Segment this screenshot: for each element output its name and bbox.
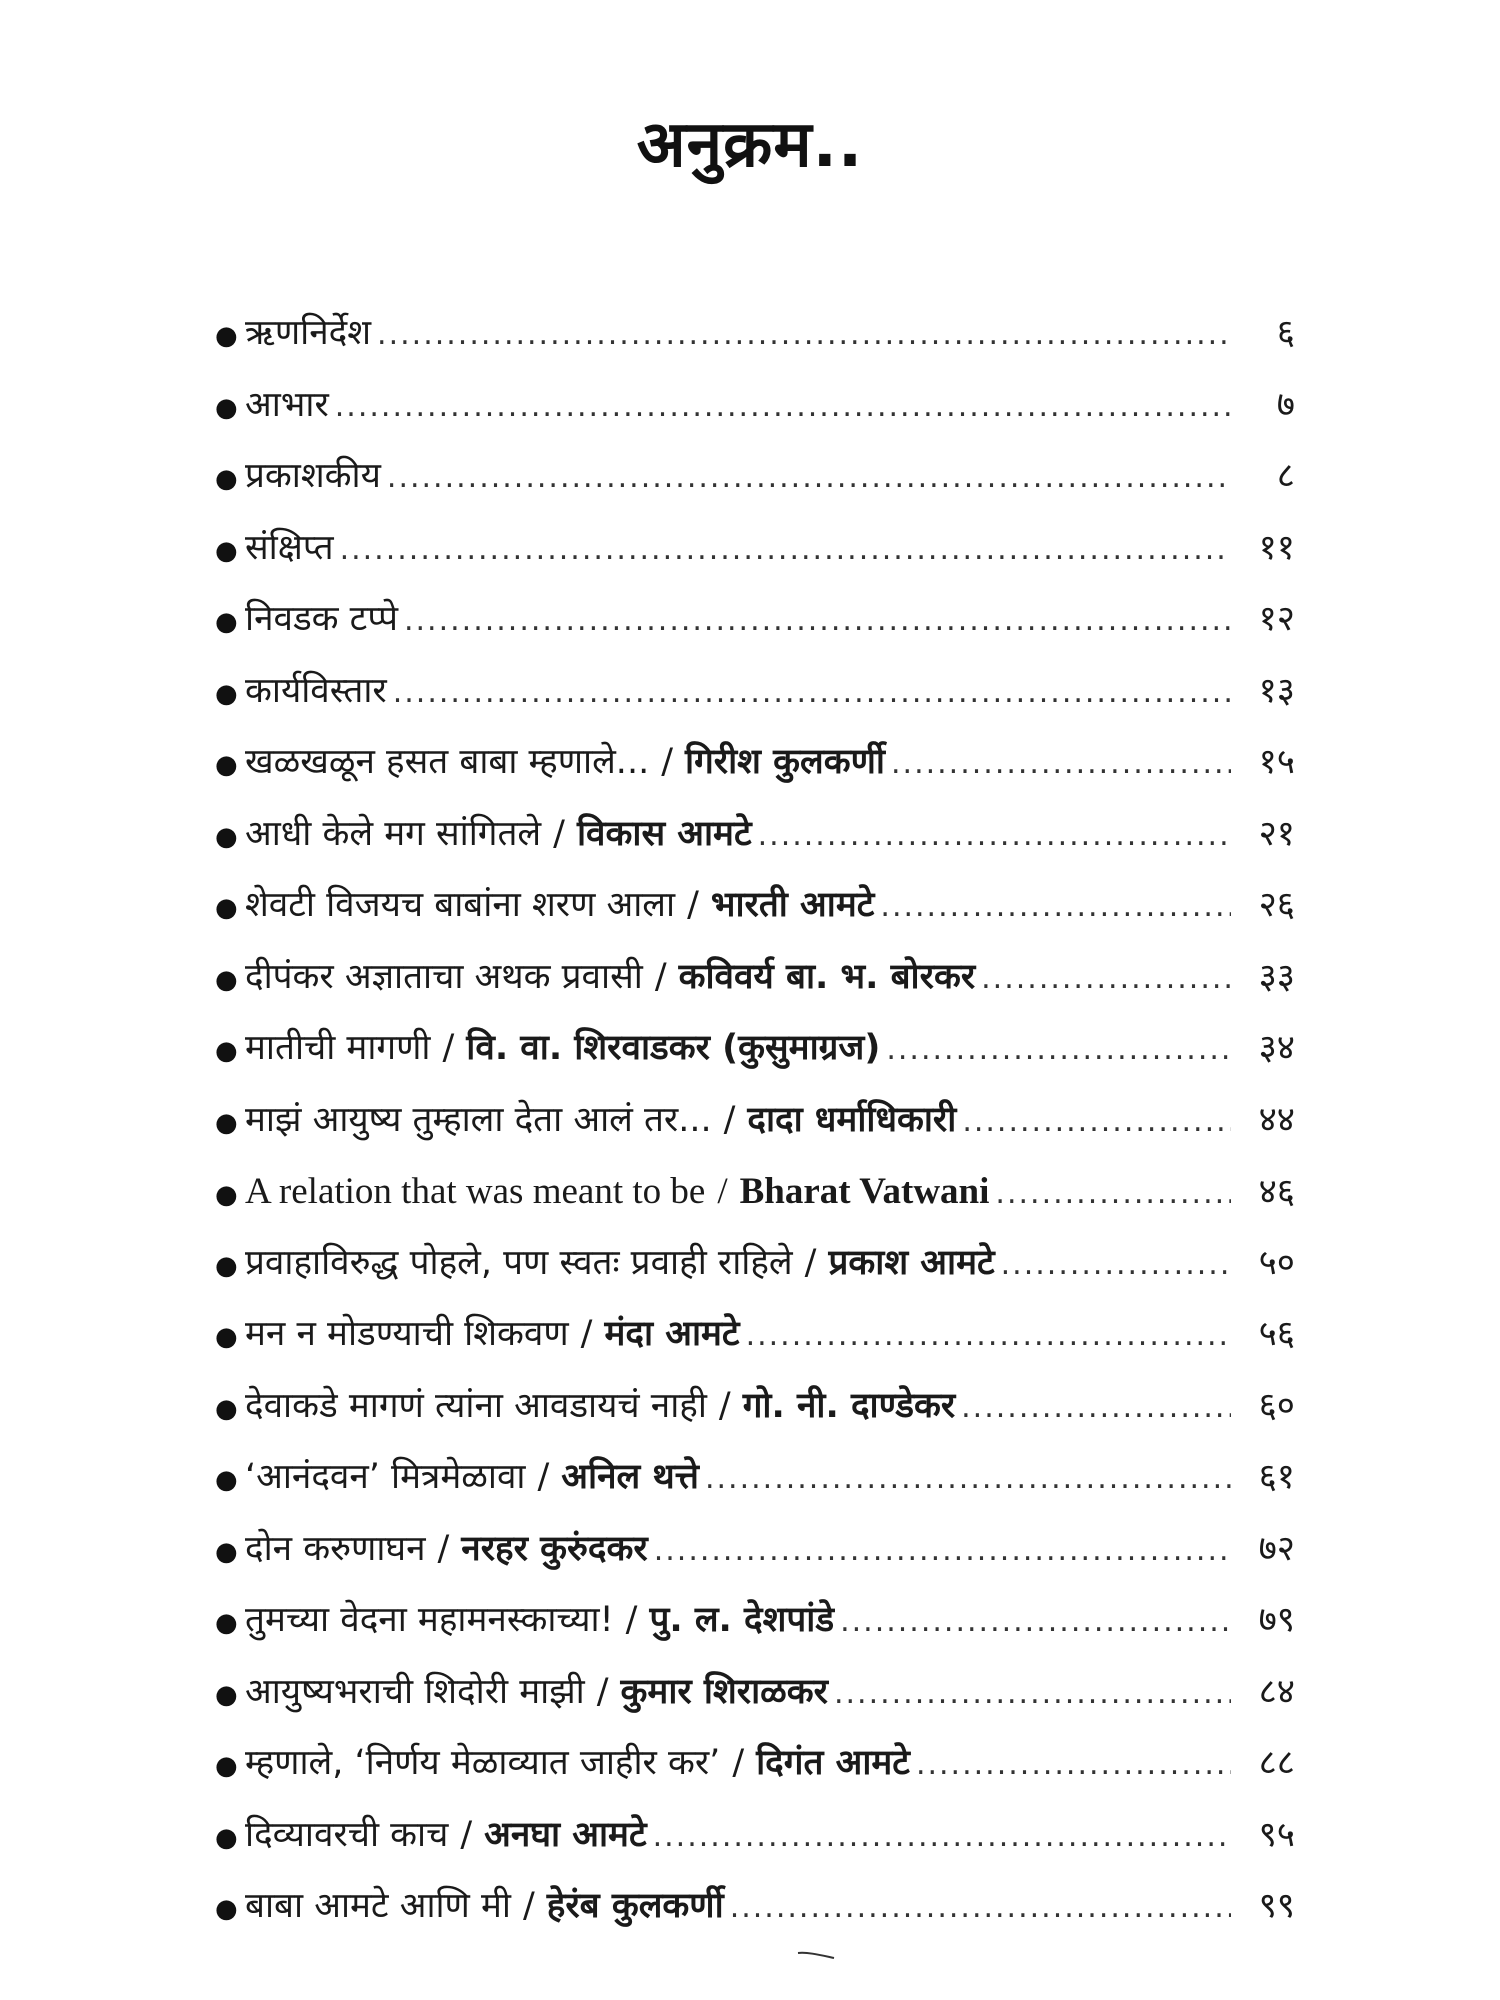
author-separator: / [437, 1528, 450, 1569]
bullet-icon: ● [215, 1536, 238, 1567]
toc-entry [215, 799, 1295, 871]
bullet-icon: ● [215, 464, 238, 494]
dot-leader [705, 1443, 1231, 1515]
dot-leader [335, 371, 1231, 443]
toc-entry-title: A relation that was meant to be [245, 1171, 706, 1212]
toc-entry-page-number: १३ [1258, 670, 1295, 711]
bullet-icon: ● [215, 1107, 238, 1138]
toc-entry-page-number: ९९ [1258, 1886, 1295, 1926]
author-separator: / [717, 1171, 728, 1212]
toc-entry-author: नरहर कुरुंदकर [461, 1528, 648, 1569]
toc-entry-title: आधी केले मग सांगितले [245, 813, 542, 854]
dot-leader [746, 1300, 1231, 1372]
toc-entry-title: माझं आयुष्य तुम्हाला देता आलं तर... [245, 1099, 712, 1140]
toc-entry-title: दीपंकर अज्ञाताचा अथक प्रवासी [245, 956, 643, 997]
toc-entry-title: बाबा आमटे आणि मी [245, 1886, 511, 1926]
toc-entry-title: मातीची मागणी [245, 1028, 431, 1068]
toc-entry [215, 298, 1295, 370]
toc-entry-author: दादा धर्माधिकारी [747, 1099, 957, 1140]
toc-entry-author: कविवर्य बा. भ. बोरकर [678, 956, 976, 997]
toc-entry-page-number: ३३ [1258, 956, 1295, 997]
dot-leader [653, 1801, 1231, 1873]
toc-entry [215, 1728, 1295, 1800]
toc-entry-title: खळखळून हसत बाबा म्हणाले... [245, 742, 650, 782]
toc-entry-title: दिव्यावरची काच [245, 1814, 449, 1855]
toc-entry-title: कार्यविस्तार [245, 670, 387, 711]
toc-entry-author: हेरंब कुलकर्णी [546, 1886, 724, 1926]
toc-entry-author: प्रकाश आमटे [828, 1242, 995, 1283]
toc-entry-page-number: ५० [1258, 1242, 1295, 1283]
toc-entry-page-number: २६ [1258, 885, 1295, 925]
toc-entry-title: तुमच्या वेदना महामनस्काच्या! [245, 1600, 614, 1640]
toc-entry [215, 441, 1295, 513]
author-separator: / [732, 1743, 745, 1783]
bullet-icon: ● [215, 821, 238, 852]
toc-entry-title: ‘आनंदवन’ मित्रमेळावा [245, 1457, 526, 1497]
dot-leader [834, 1658, 1231, 1730]
author-separator: / [442, 1028, 455, 1068]
toc-entry [215, 656, 1295, 728]
dot-leader [377, 299, 1231, 371]
author-separator: / [718, 1385, 731, 1426]
toc-entry-title: म्हणाले, ‘निर्णय मेळाव्यात जाहीर कर’ [245, 1743, 721, 1783]
dot-leader [758, 800, 1231, 872]
author-separator: / [580, 1314, 593, 1354]
toc-entry [215, 1657, 1295, 1729]
dot-leader [730, 1872, 1231, 1944]
author-separator: / [460, 1814, 473, 1855]
page-title: अनुक्रम.. [636, 108, 864, 182]
bullet-icon: ● [215, 893, 238, 923]
toc-entry-title: आयुष्यभराची शिदोरी माझी [245, 1671, 585, 1712]
author-separator: / [654, 956, 667, 997]
author-separator: / [625, 1600, 638, 1640]
bullet-icon: ● [215, 1822, 238, 1853]
toc-entry [215, 513, 1295, 585]
dot-leader [995, 1158, 1231, 1230]
bullet-icon: ● [215, 1679, 238, 1710]
toc-entry-page-number: १५ [1258, 742, 1295, 782]
dot-leader [404, 585, 1231, 657]
toc-entry-author: पु. ल. देशपांडे [649, 1600, 835, 1640]
toc-entry-page-number: १२ [1258, 599, 1295, 639]
author-separator: / [553, 813, 565, 854]
pen-mark [796, 1950, 836, 1960]
bullet-icon: ● [215, 1894, 238, 1924]
author-separator: / [537, 1457, 550, 1497]
toc-entry [215, 1442, 1295, 1514]
dot-leader [1001, 1229, 1231, 1301]
toc-entry-page-number: ७२ [1258, 1528, 1295, 1569]
dot-leader [962, 1086, 1231, 1158]
toc-entry-title: निवडक टप्पे [245, 599, 398, 639]
toc-entry-page-number: ७९ [1258, 1600, 1295, 1640]
toc-entry [215, 1371, 1295, 1443]
toc-entry [215, 1585, 1295, 1657]
toc-entry-page-number: ६० [1258, 1385, 1295, 1426]
toc-entry-author: मंदा आमटे [604, 1314, 740, 1354]
dot-leader [880, 871, 1231, 943]
toc-entry-page-number: ५६ [1258, 1314, 1295, 1354]
dot-leader [981, 943, 1231, 1015]
bullet-icon: ● [215, 1751, 238, 1781]
bullet-icon: ● [215, 678, 238, 709]
dot-leader [387, 442, 1231, 514]
toc-entry-author: कुमार शिराळकर [620, 1671, 828, 1712]
bullet-icon: ● [215, 964, 238, 995]
toc-entry-page-number: ८८ [1258, 1743, 1295, 1783]
toc-entry [215, 1871, 1295, 1943]
toc-entry-title: मन न मोडण्याची शिकवण [245, 1314, 569, 1354]
bullet-icon: ● [215, 535, 238, 566]
toc-entry-title: ऋणनिर्देश [245, 313, 372, 353]
bullet-icon: ● [215, 1180, 238, 1210]
author-separator: / [687, 885, 699, 925]
toc-entry-author: विकास आमटे [576, 813, 752, 854]
toc-entry [215, 1156, 1295, 1228]
toc-entry-page-number: ३४ [1258, 1028, 1295, 1068]
bullet-icon: ● [215, 1322, 238, 1352]
author-separator: / [522, 1886, 535, 1926]
toc-entry-title: शेवटी विजयच बाबांना शरण आला [245, 885, 676, 925]
toc-entry-author: दिगंत आमटे [756, 1743, 910, 1783]
bullet-icon: ● [215, 392, 238, 423]
toc-entry-page-number: ११ [1258, 527, 1295, 568]
toc-entry-title: प्रवाहाविरुद्ध पोहले, पण स्वतः प्रवाही राहिले [245, 1242, 793, 1283]
toc-entry [215, 584, 1295, 656]
author-separator: / [804, 1242, 817, 1283]
toc-entry-page-number: ७ [1276, 384, 1295, 425]
toc-entry-page-number: ४४ [1258, 1099, 1295, 1140]
toc-entry-author: अनघा आमटे [484, 1814, 647, 1855]
author-separator: / [596, 1671, 609, 1712]
bullet-icon: ● [215, 1608, 238, 1638]
toc-entry-title: देवाकडे मागणं त्यांना आवडायचं नाही [245, 1385, 707, 1426]
toc-entry [215, 942, 1295, 1014]
toc-entry-title: प्रकाशकीय [245, 456, 381, 496]
toc-entry-author: अनिल थत्ते [561, 1457, 699, 1497]
toc-entry [215, 1013, 1295, 1085]
dot-leader [393, 657, 1231, 729]
toc-entry [215, 370, 1295, 442]
bullet-icon: ● [215, 321, 238, 351]
bullet-icon: ● [215, 750, 238, 780]
toc-entry [215, 1085, 1295, 1157]
toc-entry-author: गिरीश कुलकर्णी [685, 742, 885, 782]
toc-entry-page-number: ८ [1276, 456, 1295, 496]
dot-leader [886, 1014, 1231, 1086]
dot-leader [891, 728, 1231, 800]
dot-leader [654, 1515, 1231, 1587]
toc-entry-page-number: २१ [1258, 813, 1295, 854]
toc-entry-author: वि. वा. शिरवाडकर (कुसुमाग्रज) [466, 1028, 881, 1068]
toc-entry-page-number: ९५ [1258, 1814, 1295, 1855]
toc-entry-page-number: ६ [1276, 313, 1295, 353]
dot-leader [840, 1586, 1231, 1658]
bullet-icon: ● [215, 1393, 238, 1424]
toc-entry-page-number: ४६ [1258, 1172, 1295, 1212]
bullet-icon: ● [215, 1465, 238, 1495]
dot-leader [340, 514, 1231, 586]
dot-leader [916, 1729, 1231, 1801]
toc-entry-page-number: ८४ [1258, 1671, 1295, 1712]
bullet-icon: ● [215, 1036, 238, 1066]
toc-entry [215, 1800, 1295, 1872]
toc-entry [215, 870, 1295, 942]
toc-entry-author: Bharat Vatwani [739, 1171, 990, 1212]
dot-leader [961, 1372, 1231, 1444]
bullet-icon: ● [215, 607, 238, 637]
toc-entry-author: भारती आमटे [710, 885, 875, 925]
toc-entry-title: संक्षिप्त [245, 527, 334, 568]
author-separator: / [723, 1099, 736, 1140]
table-of-contents [215, 298, 1295, 1943]
toc-entry [215, 1299, 1295, 1371]
toc-entry [215, 1514, 1295, 1586]
toc-entry-title: आभार [245, 384, 329, 425]
author-separator: / [661, 742, 673, 782]
toc-entry [215, 727, 1295, 799]
toc-entry-title: दोन करुणाघन [245, 1528, 426, 1569]
toc-entry-author: गो. नी. दाण्डेकर [742, 1385, 956, 1426]
toc-entry [215, 1228, 1295, 1300]
toc-entry-page-number: ६१ [1258, 1457, 1295, 1497]
bullet-icon: ● [215, 1250, 238, 1281]
